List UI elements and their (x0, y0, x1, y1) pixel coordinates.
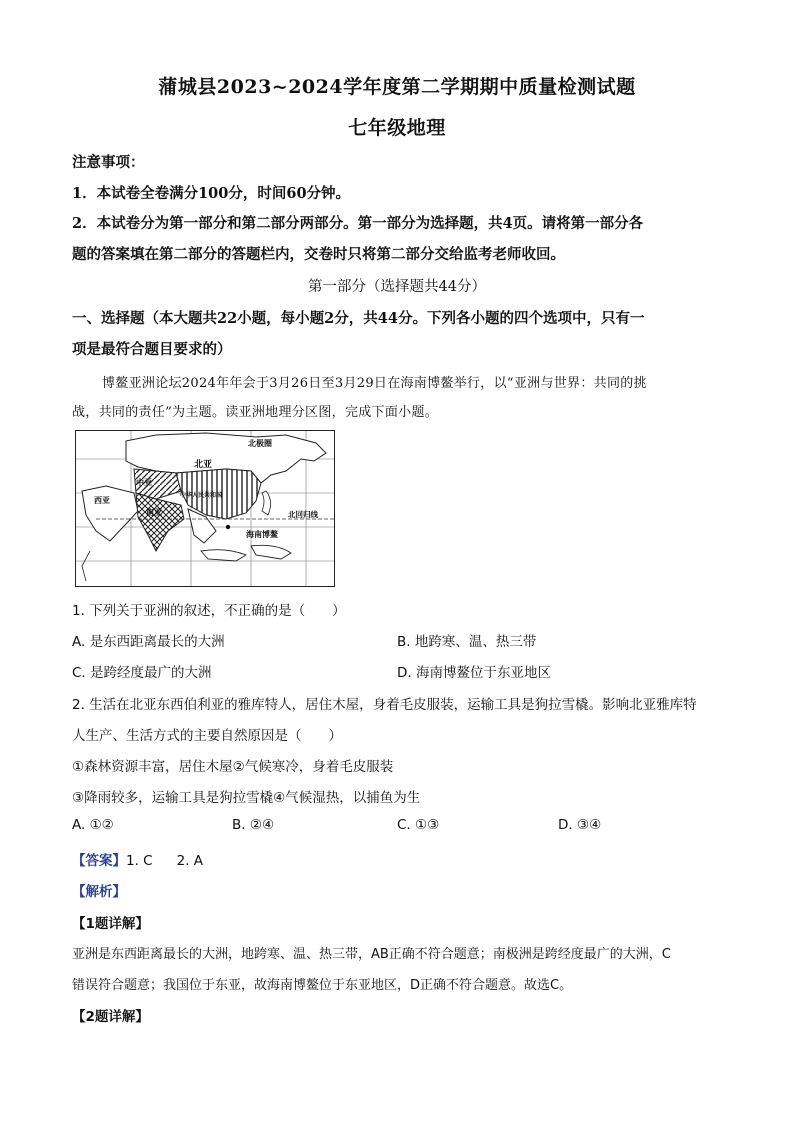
q2-option-a: A. ①② (72, 817, 114, 833)
passage-line2: 战，共同的责任”为主题。读亚洲地理分区图，完成下面小题。 (72, 405, 439, 420)
q1-option-d: D. 海南博鳌位于东亚地区 (397, 665, 551, 681)
q2-option-b: B. ②④ (232, 817, 275, 833)
section-heading-line1: 一、选择题（本大题共22小题，每小题2分，共44分。下列各小题的四个选项中，只有一 (72, 310, 645, 327)
analysis-q1-line1: 亚洲是东西距离最长的大洲，地跨寒、温、热三带，AB正确不符合题意；南极洲是跨经度最广的大洲，C (72, 947, 671, 962)
part1-title: 第一部分（选择题共44分） (308, 279, 486, 295)
section-heading-line2: 项是最符合题目要求的） (72, 341, 232, 358)
q1-option-c: C. 是跨经度最广的大洲 (72, 665, 212, 681)
central-asia-label: 中亚 (136, 478, 152, 487)
hainan-boao-marker (226, 525, 230, 529)
analysis-q1-heading: 【1题详解】 (72, 916, 149, 932)
south-asia-region (136, 493, 184, 551)
japan-island-shape (262, 491, 271, 515)
asia-region-map (75, 430, 335, 587)
q2-statement-1: ①森林资源丰富，居住木屋②气候寒冷，身着毛皮服装 (72, 759, 394, 775)
west-asia-region (82, 486, 138, 541)
passage-line1: 博鳌亚洲论坛2024年年会于3月26日至3月29日在海南博鳌举行，以“亚洲与世界：共同的挑 (102, 376, 647, 391)
tropic-of-cancer-label: 北回归线 (288, 510, 318, 519)
north-asia-label: 北亚 (194, 460, 213, 470)
q1-option-a: A. 是东西距离最长的大洲 (72, 634, 225, 650)
island-shape (201, 550, 246, 561)
africa-coast-line (82, 551, 90, 581)
analysis-q1-line2: 错误符合题意；我国位于东亚，故海南博鳌位于东亚地区，D正确不符合题意。故选C。 (72, 978, 573, 993)
china-label: 中华人民共和国 (180, 492, 223, 499)
q2-option-c: C. ①③ (397, 817, 440, 833)
answer-q1: 1. C (126, 853, 153, 869)
notice-item-1: 1．本试卷全卷满分100分，时间60分钟。 (72, 185, 351, 202)
exam-subtitle: 七年级地理 (348, 117, 446, 139)
q2-stem-line1: 2. 生活在北亚东西伯利亚的雅库特人，居住木屋，身着毛皮服装，运输工具是狗拉雪橇。影响北亚雅库特 (72, 697, 697, 713)
q1-option-b: B. 地跨寒、温、热三带 (397, 634, 537, 650)
arctic-circle-label: 北极圈 (248, 439, 272, 448)
hainan-boao-label: 海南博鳌 (246, 530, 278, 539)
south-asia-label: 南亚 (146, 508, 162, 517)
answer-label: 【答案】 (72, 853, 126, 869)
west-asia-label: 西亚 (94, 496, 110, 505)
answer-row (72, 849, 203, 869)
q2-option-d: D. ③④ (558, 817, 602, 833)
q1-stem: 1. 下列关于亚洲的叙述，不正确的是（ ） (72, 603, 346, 619)
q2-statement-2: ③降雨较多，运输工具是狗拉雪橇④气候湿热，以捕鱼为生 (72, 790, 421, 806)
analysis-label: 【解析】 (72, 884, 126, 900)
answer-q2: 2. A (176, 853, 204, 869)
q2-stem-line2: 人生产、生活方式的主要自然原因是（ ） (72, 728, 342, 744)
notice-heading: 注意事项： (72, 154, 145, 171)
exam-title: 蒲城县2023~2024学年度第二学期期中质量检测试题 (158, 76, 636, 98)
notice-item-2-line1: 2．本试卷分为第一部分和第二部分两部分。第一部分为选择题，共4页。请将第一部分各 (72, 215, 644, 232)
notice-item-2-line2: 题的答案填在第二部分的答题栏内，交卷时只将第二部分交给监考老师收回。 (72, 246, 565, 263)
island-shape (251, 545, 291, 559)
asia-map-graphic (76, 431, 334, 586)
analysis-q2-heading: 【2题详解】 (72, 1009, 149, 1025)
